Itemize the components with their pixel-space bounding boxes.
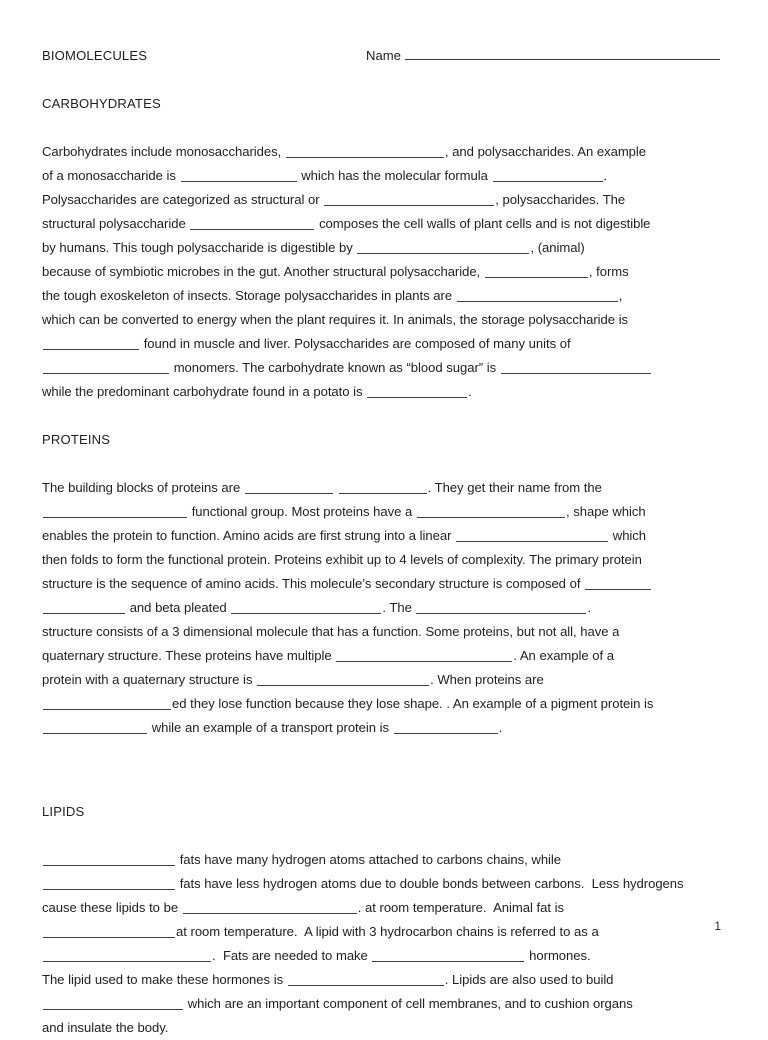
text-line <box>42 896 720 920</box>
answer-blank[interactable] <box>43 361 169 374</box>
document-header <box>42 44 720 68</box>
text-run: of a monosaccharide is <box>42 168 180 183</box>
text-line <box>42 992 720 1016</box>
text-run: Polysaccharides are categorized as structural or <box>42 192 324 207</box>
text-run: which can be converted to energy when the plant requires it. In animals, the storage polysaccharide is <box>42 312 629 327</box>
text-line <box>42 692 720 716</box>
text-line <box>42 260 720 284</box>
text-line <box>42 164 720 188</box>
text-run: structure consists of a 3 dimensional molecule that has a function. Some proteins, but not all, have a <box>42 624 620 639</box>
text-run: which <box>609 528 647 543</box>
answer-blank[interactable] <box>456 529 608 542</box>
answer-blank[interactable] <box>336 649 512 662</box>
text-run: . When proteins are <box>430 672 544 687</box>
answer-blank[interactable] <box>43 697 171 710</box>
text-run: . They get their name from the <box>427 480 602 495</box>
answer-blank[interactable] <box>183 901 357 914</box>
answer-blank[interactable] <box>324 193 494 206</box>
text-line <box>42 548 720 572</box>
text-run: , shape which <box>565 504 646 519</box>
document-body <box>42 44 720 1040</box>
spacer <box>42 740 720 764</box>
text-line <box>42 332 720 356</box>
text-run: , forms <box>588 264 629 279</box>
section-body-proteins <box>42 476 720 740</box>
answer-blank[interactable] <box>394 721 498 734</box>
answer-blank[interactable] <box>585 577 651 590</box>
text-run: . <box>498 720 503 735</box>
text-run: Carbohydrates include monosaccharides, <box>42 144 285 159</box>
text-run: functional group. Most proteins have a <box>188 504 416 519</box>
text-run: fats have less hydrogen atoms due to double bonds between carbons. Less hydrogens <box>176 876 684 891</box>
answer-blank[interactable] <box>231 601 381 614</box>
answer-blank[interactable] <box>43 337 139 350</box>
answer-blank[interactable] <box>190 217 314 230</box>
answer-blank[interactable] <box>367 385 467 398</box>
text-line <box>42 716 720 740</box>
text-run: The lipid used to make these hormones is <box>42 972 287 987</box>
text-line <box>42 140 720 164</box>
section-body-carbohydrates <box>42 140 720 404</box>
text-run: while the predominant carbohydrate found in a potato is <box>42 384 367 399</box>
text-run: . <box>603 168 608 183</box>
page-number: 1 <box>714 919 721 933</box>
answer-blank[interactable] <box>43 505 187 518</box>
spacer <box>42 116 720 140</box>
text-run: . An example of a <box>513 648 615 663</box>
text-line <box>42 380 720 404</box>
text-line <box>42 944 720 968</box>
answer-blank[interactable] <box>43 925 175 938</box>
text-line <box>42 572 720 596</box>
answer-blank[interactable] <box>501 361 651 374</box>
answer-blank[interactable] <box>493 169 603 182</box>
text-run: structural polysaccharide <box>42 216 190 231</box>
spacer <box>42 404 720 428</box>
name-field-blank[interactable] <box>405 46 720 60</box>
text-run: . Fats are needed to make <box>212 948 372 963</box>
text-run: which are an important component of cell membranes, and to cushion organs <box>184 996 633 1011</box>
text-run <box>334 480 338 495</box>
text-line <box>42 920 720 944</box>
section-heading-lipids: LIPIDS <box>42 804 85 819</box>
answer-blank[interactable] <box>288 973 444 986</box>
text-run: protein with a quaternary structure is <box>42 672 257 687</box>
answer-blank[interactable] <box>357 241 529 254</box>
answer-blank[interactable] <box>339 481 427 494</box>
text-line <box>42 236 720 260</box>
text-run: , <box>618 288 623 303</box>
text-run: the tough exoskeleton of insects. Storage polysaccharides in plants are <box>42 288 456 303</box>
text-run: found in muscle and liver. Polysaccharides are composed of many units of <box>140 336 571 351</box>
text-run: then folds to form the functional protein. Proteins exhibit up to 4 levels of complexity. The primary protein <box>42 552 642 567</box>
text-line <box>42 620 720 644</box>
text-run: monomers. The carbohydrate known as “blood sugar” is <box>170 360 500 375</box>
text-run: while an example of a transport protein is <box>148 720 393 735</box>
text-line <box>42 848 720 872</box>
text-run: composes the cell walls of plant cells and is not digestible <box>315 216 651 231</box>
spacer <box>42 788 720 800</box>
answer-blank[interactable] <box>43 721 147 734</box>
text-line <box>42 644 720 668</box>
spacer <box>42 764 720 788</box>
text-line <box>42 308 720 332</box>
text-run: fats have many hydrogen atoms attached to carbons chains, while <box>176 852 562 867</box>
text-run: at room temperature. A lipid with 3 hydrocarbon chains is referred to as a <box>176 924 599 939</box>
answer-blank[interactable] <box>181 169 297 182</box>
text-run: quaternary structure. These proteins have multiple <box>42 648 336 663</box>
answer-blank[interactable] <box>417 505 565 518</box>
text-run: by humans. This tough polysaccharide is digestible by <box>42 240 357 255</box>
text-run: . The <box>382 600 416 615</box>
answer-blank[interactable] <box>43 877 175 890</box>
answer-blank[interactable] <box>43 853 175 866</box>
text-run: and insulate the body. <box>42 1020 169 1035</box>
text-line <box>42 500 720 524</box>
text-run: and beta pleated <box>126 600 231 615</box>
text-run: . <box>587 600 592 615</box>
text-run: . <box>468 384 472 399</box>
text-line <box>42 668 720 692</box>
text-run: cause these lipids to be <box>42 900 182 915</box>
text-run: . Lipids are also used to build <box>444 972 614 987</box>
answer-blank[interactable] <box>245 481 333 494</box>
answer-blank[interactable] <box>43 949 211 962</box>
answer-blank[interactable] <box>43 601 125 614</box>
answer-blank[interactable] <box>43 997 183 1010</box>
text-line <box>42 212 720 236</box>
section-heading-proteins: PROTEINS <box>42 432 111 447</box>
text-line <box>42 596 720 620</box>
answer-blank[interactable] <box>286 145 444 158</box>
text-run: The building blocks of proteins are <box>42 480 244 495</box>
text-run: . at room temperature. Animal fat is <box>357 900 564 915</box>
answer-blank[interactable] <box>485 265 588 278</box>
text-run: structure is the sequence of amino acids. This molecule’s secondary structure is composed of <box>42 576 585 591</box>
spacer <box>42 68 720 92</box>
spacer <box>42 824 720 848</box>
answer-blank[interactable] <box>457 289 618 302</box>
text-run: , (animal) <box>530 240 585 255</box>
text-run: , polysaccharides. The <box>495 192 626 207</box>
text-line <box>42 188 720 212</box>
section-body-lipids <box>42 848 720 1040</box>
text-line <box>42 524 720 548</box>
text-line <box>42 1016 720 1040</box>
page-title: BIOMOLECULES <box>42 48 148 63</box>
text-run: hormones. <box>525 948 591 963</box>
spacer <box>42 452 720 476</box>
section-heading-carbohydrates: CARBOHYDRATES <box>42 96 161 111</box>
text-line <box>42 968 720 992</box>
answer-blank[interactable] <box>372 949 524 962</box>
answer-blank[interactable] <box>416 601 586 614</box>
text-run: because of symbiotic microbes in the gut. Another structural polysaccharide, <box>42 264 484 279</box>
text-run: which has the molecular formula <box>297 168 492 183</box>
text-line <box>42 356 720 380</box>
text-line <box>42 284 720 308</box>
text-line <box>42 872 720 896</box>
name-field-label: Name <box>366 48 401 63</box>
text-run: , and polysaccharides. An example <box>444 144 647 159</box>
text-run: ed they lose function because they lose shape. . An example of a pigment protein is <box>172 696 654 711</box>
text-run: enables the protein to function. Amino acids are first strung into a linear <box>42 528 456 543</box>
text-line <box>42 476 720 500</box>
answer-blank[interactable] <box>257 673 429 686</box>
